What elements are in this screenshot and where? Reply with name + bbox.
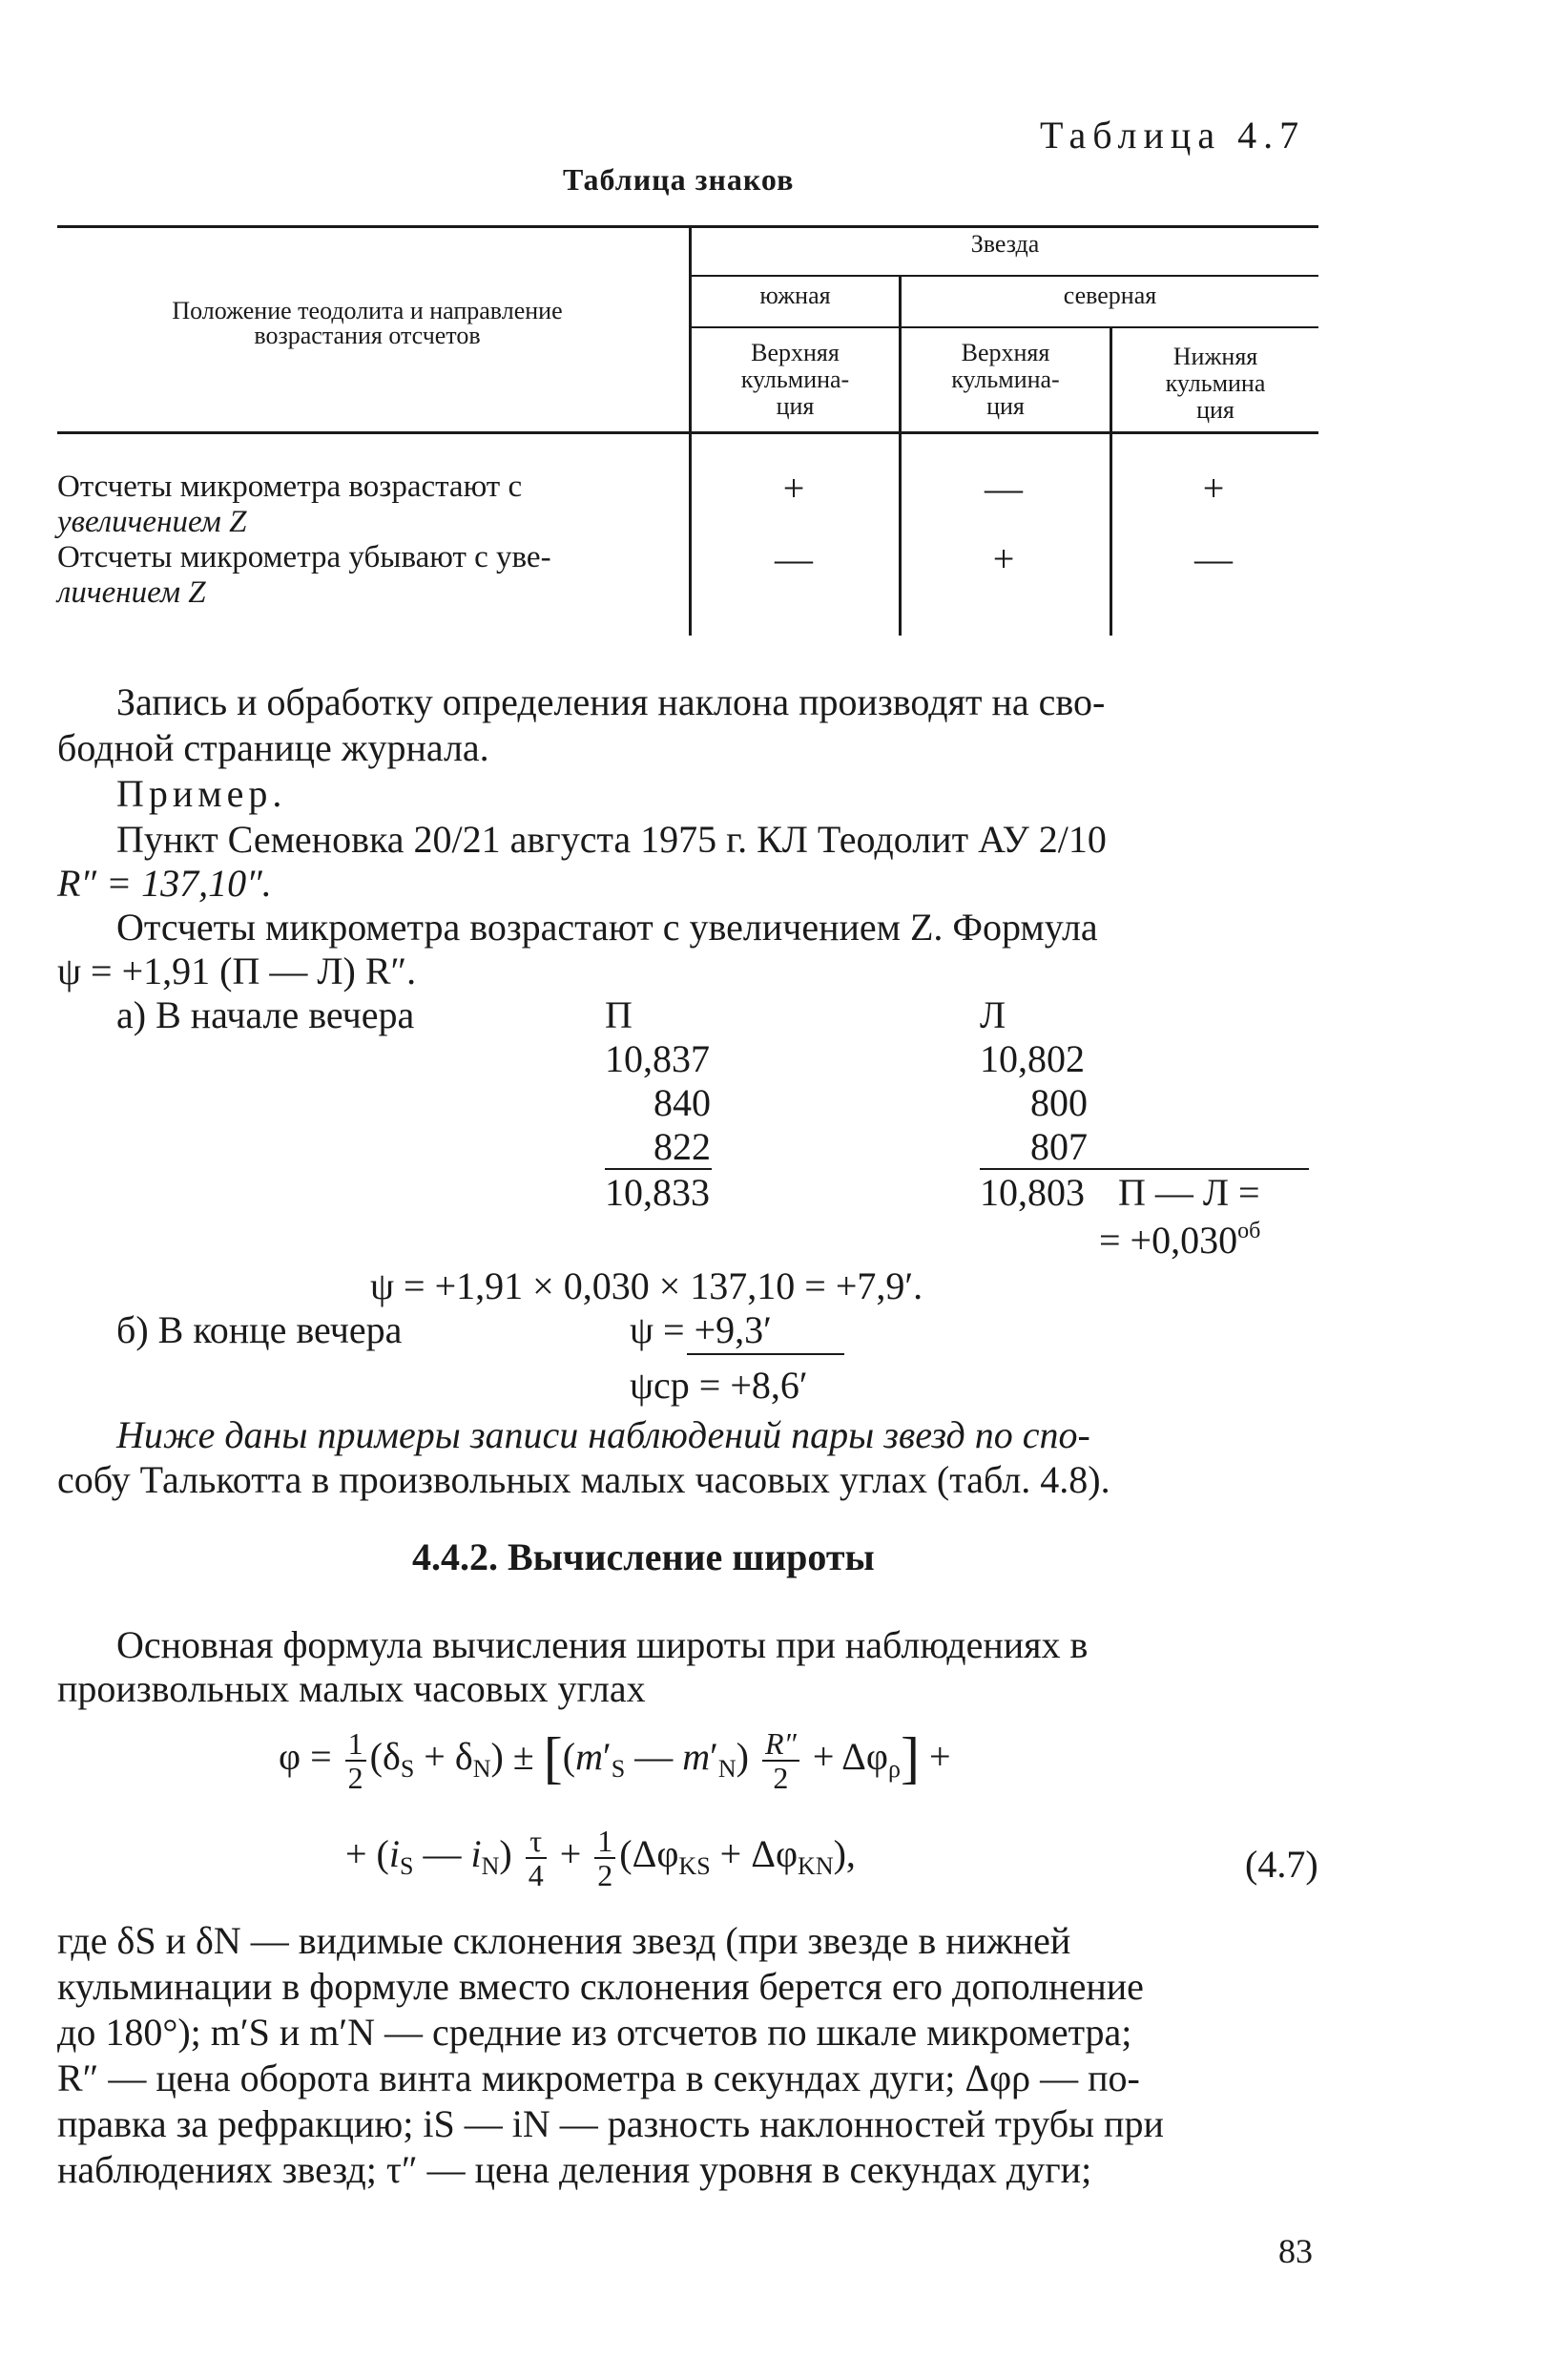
mean-value: ψср = +8,6′ — [630, 1364, 808, 1407]
p-value-2: 840 — [654, 1081, 711, 1124]
row1-sign-1: + — [782, 467, 805, 510]
para1-line-2: бодной странице журнала. — [57, 726, 489, 769]
p-mean: 10,833 — [605, 1171, 710, 1214]
italic-para-line-1: Ниже даны примеры записи наблюдений пары звезд по спо- — [116, 1413, 1090, 1456]
row1-label-line-1: Отсчеты микрометра возрастают с — [57, 470, 523, 504]
page-number: 83 — [1278, 2232, 1313, 2270]
l-mean: 10,803 — [980, 1171, 1085, 1214]
col3-line-3: ция — [1196, 396, 1234, 424]
a-label: а) В начале вечера — [116, 993, 415, 1036]
b-value-rule — [687, 1353, 844, 1355]
col2-line-1: Верхняя — [961, 339, 1050, 366]
italic-para-line-2: собу Талькотта в произвольных малых часовых углах (табл. 4.8). — [57, 1458, 1110, 1501]
equation-number: (4.7) — [1245, 1843, 1318, 1886]
col2-line-3: ция — [986, 392, 1025, 420]
diff-value — [1099, 1218, 1260, 1263]
row1-sign-2: — — [985, 467, 1023, 510]
col1-line-1: Верхняя — [751, 339, 840, 366]
r-value: R″ = 137,10″. — [57, 862, 272, 905]
para1-line-1: Запись и обработку определения наклона производят на сво- — [116, 680, 1106, 723]
definitions-line-5: правка за рефракцию; iS — iN — разность наклонностей трубы при — [57, 2102, 1164, 2145]
intro-line-2: произвольных малых часовых углах — [57, 1667, 646, 1710]
table-number-label: Таблица 4.7 — [1040, 114, 1306, 157]
table-vline-2 — [899, 277, 902, 636]
col1-line-3: ция — [776, 392, 815, 420]
b-label: б) В конце вечера — [116, 1308, 403, 1351]
table-title: Таблица знаков — [563, 162, 795, 197]
row2-label-line-1: Отсчеты микрометра убывают с уве- — [57, 540, 551, 574]
row2-sign-1: — — [775, 537, 813, 580]
table-header-rule — [57, 431, 1318, 434]
example-label: Пример. — [116, 772, 287, 815]
section-heading: 4.4.2. Вычисление широты — [412, 1535, 875, 1578]
row1-label-line-2: увеличением Z — [57, 505, 247, 539]
intro-line-1: Основная формула вычисления широты при наблюдениях в — [116, 1623, 1089, 1666]
equation-line-1: φ = $\frac{1}{2}$ $(\delta_S + \delta_N) \pm [(m'_S$ — $m'_N$) $\frac{R''}{2}$ + $\Delta\varphi_\rho$] + — [279, 1725, 951, 1795]
l-value-1: 10,802 — [980, 1037, 1085, 1080]
diff-value-number: = +0,030 — [1099, 1219, 1238, 1262]
star-header: Звезда — [970, 230, 1040, 258]
row2-label-line-2: личением Z — [57, 575, 206, 610]
north-header: северная — [1063, 282, 1157, 309]
star-header-rule — [689, 275, 1318, 277]
definitions-line-2: кульминации в формуле вместо склонения берется его дополнение — [57, 1965, 1144, 2008]
p-value-1: 10,837 — [605, 1037, 710, 1080]
definitions-line-1: где δS и δN — видимые склонения звезд (при звезде в нижней — [57, 1919, 1071, 1962]
row2-sign-2: + — [992, 537, 1015, 580]
l-header: Л — [980, 993, 1006, 1036]
psi-equation: ψ = +1,91 × 0,030 × 137,10 = +7,9′. — [370, 1264, 923, 1307]
definitions-line-6: наблюдениях звезд; τ″ — цена деления уровня в секундах дуги; — [57, 2148, 1092, 2191]
b-value: ψ = +9,3′ — [630, 1308, 772, 1351]
row1-sign-3: + — [1202, 467, 1225, 510]
col1-line-2: кульмина- — [740, 365, 850, 393]
definitions-line-4: R″ — цена оборота винта микрометра в секундах дуги; Δφρ — по- — [57, 2056, 1140, 2099]
row2-sign-3: — — [1194, 537, 1233, 580]
diff-label: П — Л = — [1118, 1171, 1260, 1214]
p-value-3: 822 — [654, 1125, 711, 1168]
diff-value-suffix: об — [1237, 1219, 1261, 1243]
col2-line-2: кульмина- — [951, 365, 1060, 393]
row-header-line-2: возрастания отсчетов — [254, 322, 481, 349]
col3-line-2: кульмина — [1165, 369, 1266, 397]
definitions-line-3: до 180°); m′S и m′N — средние из отсчетов по шкале микрометра; — [57, 2011, 1132, 2054]
p-header: П — [605, 993, 633, 1036]
table-top-rule — [57, 225, 1318, 228]
l-value-3: 807 — [1030, 1125, 1088, 1168]
col3-line-1: Нижняя — [1172, 343, 1258, 370]
subheader-rule — [689, 326, 1318, 328]
point-line: Пункт Семеновка 20/21 августа 1975 г. КЛ Теодолит АУ 2/10 — [116, 818, 1107, 861]
l-value-2: 800 — [1030, 1081, 1088, 1124]
south-header: южная — [759, 282, 831, 309]
formula-line-1: Отсчеты микрометра возрастают с увеличением Z. Формула — [116, 906, 1098, 949]
formula-line-2: ψ = +1,91 (П — Л) R″. — [57, 950, 417, 992]
equation-line-2: + ($i_S$ — $i_N$) $\frac{\tau}{4}$ + $\frac{1}{2}$ $(\Delta\varphi_{KS} + \Delta\varphi_{KN})$, — [345, 1824, 856, 1892]
row-header-line-1: Положение теодолита и направление — [172, 297, 563, 324]
